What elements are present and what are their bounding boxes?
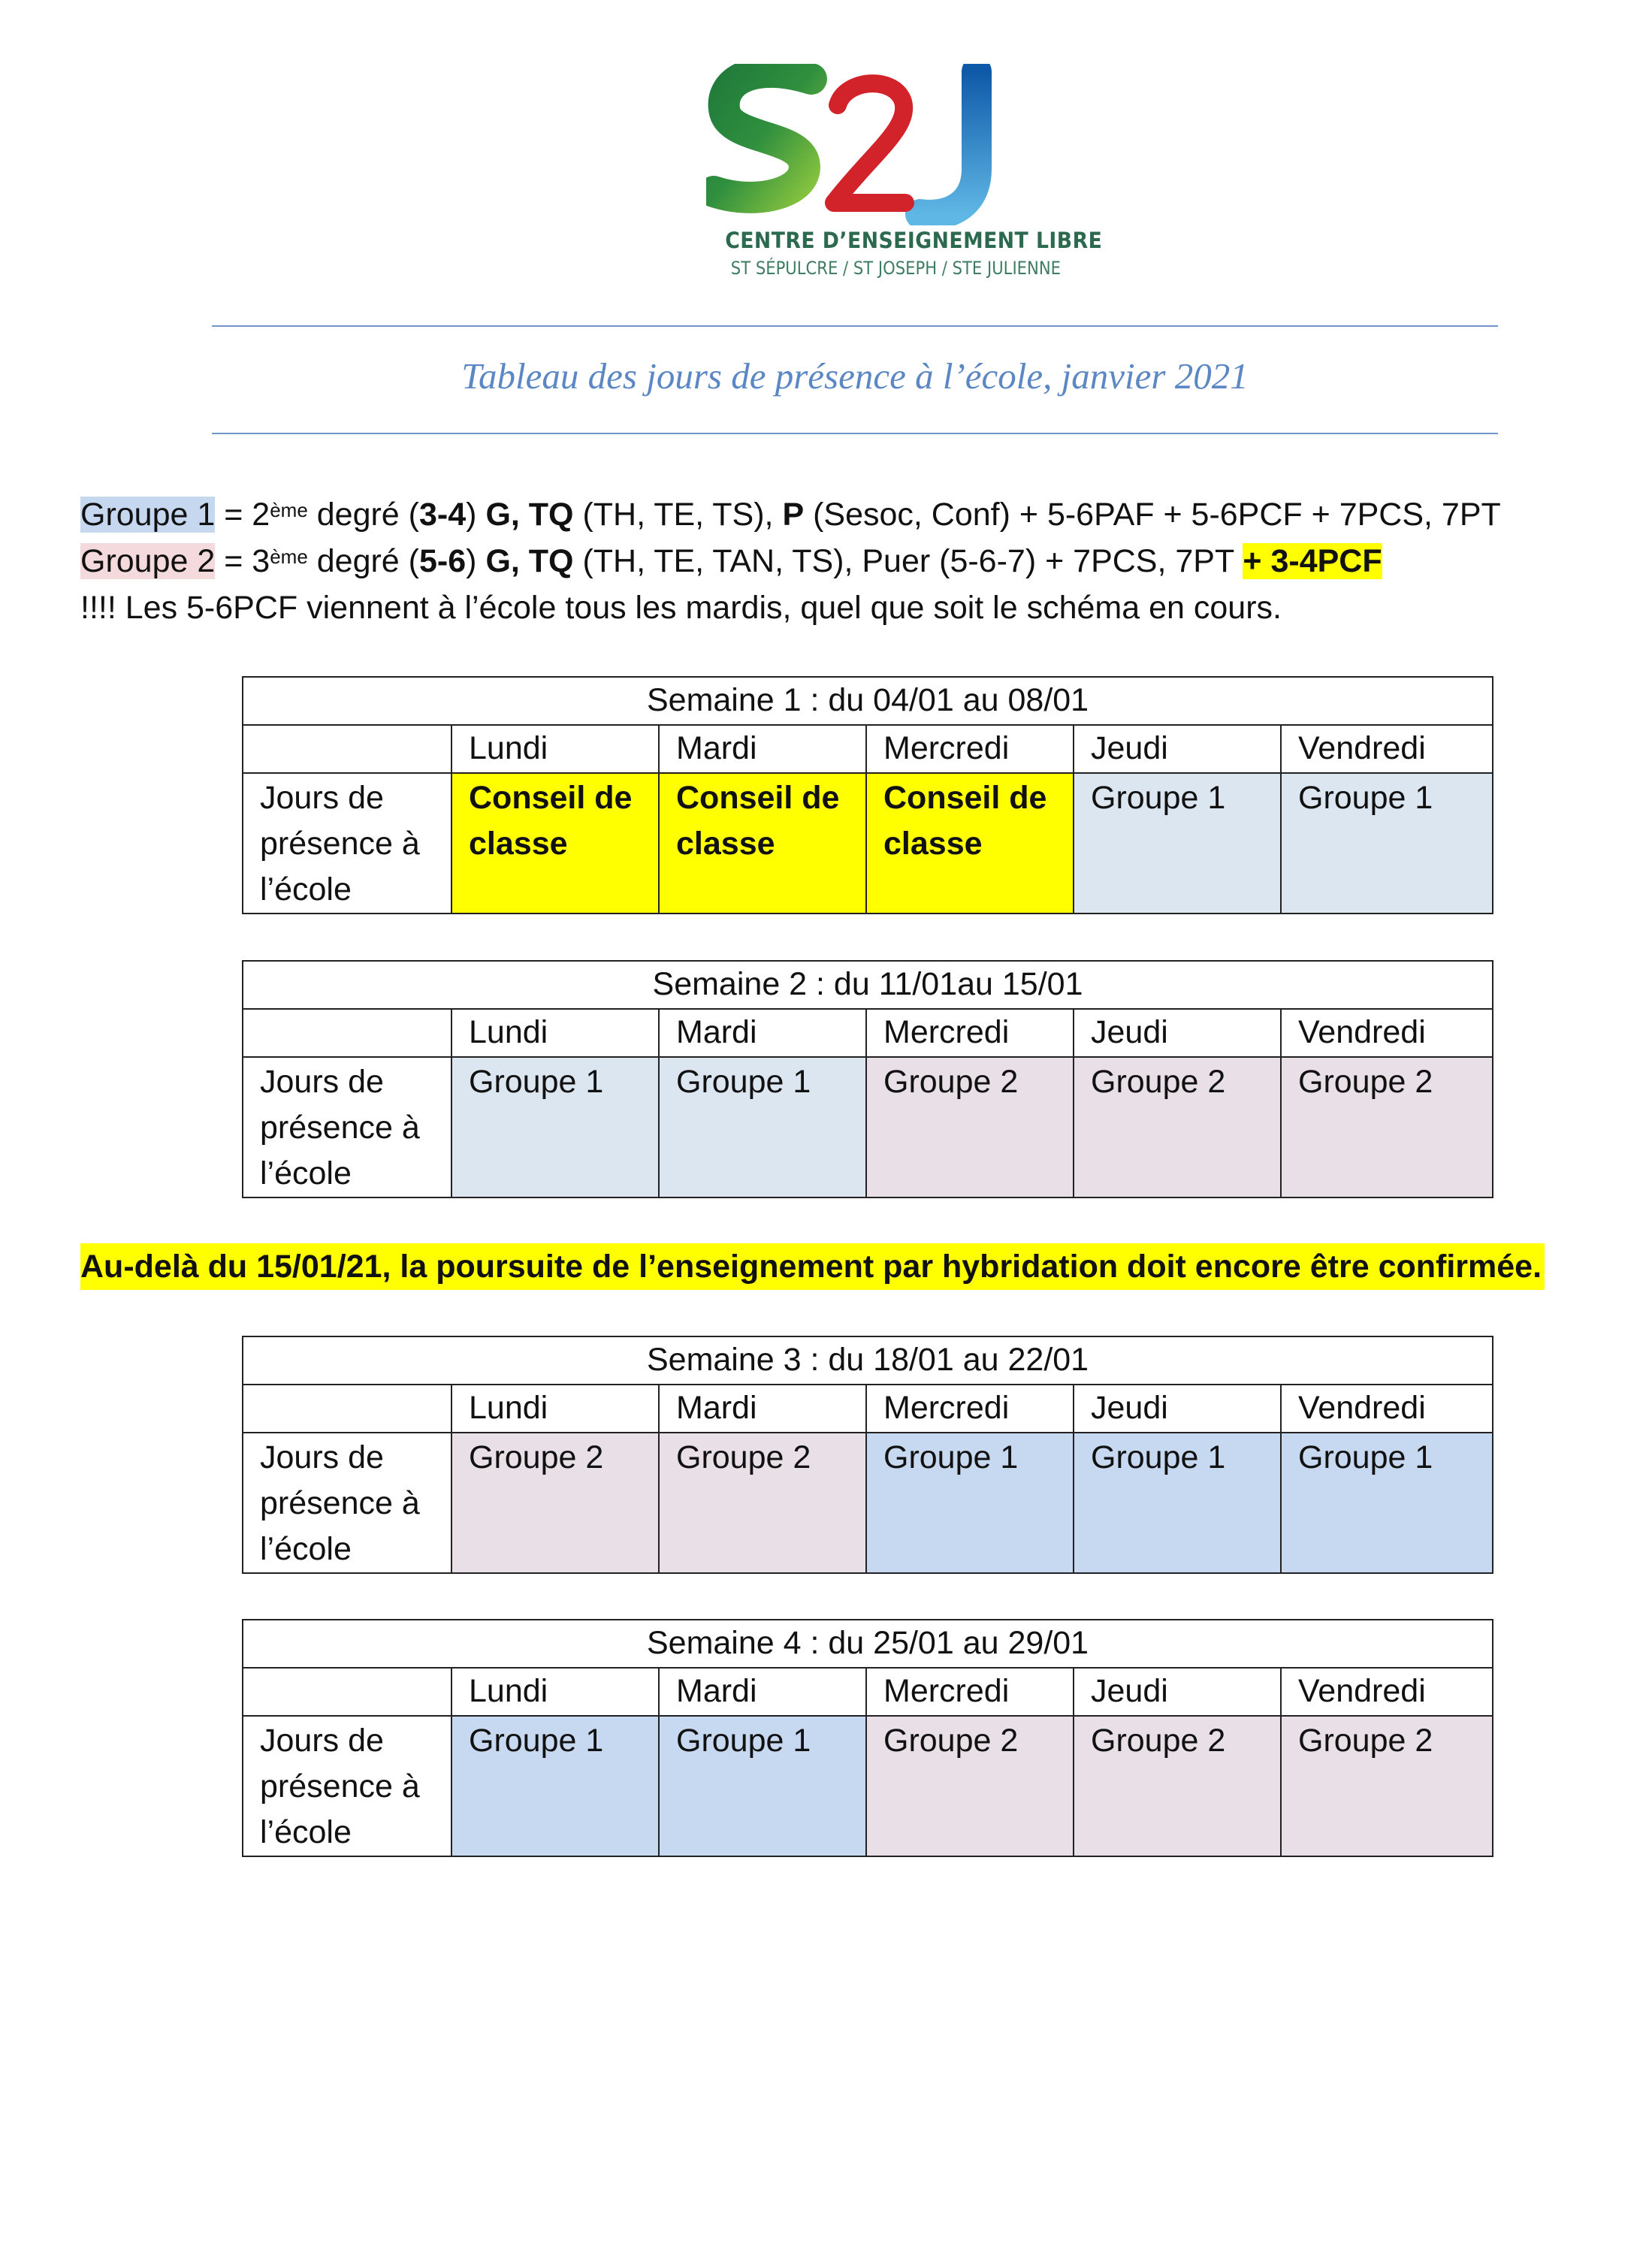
day-header: Mardi: [659, 1385, 866, 1433]
presence-cell: Conseil de classe: [452, 773, 659, 914]
row-label: Jours de présence à l’école: [243, 1433, 452, 1573]
day-header: Jeudi: [1074, 1385, 1281, 1433]
day-header: Lundi: [452, 725, 659, 773]
row-label: Jours de présence à l’école: [243, 1716, 452, 1856]
title-bottom-rule: [212, 433, 1498, 434]
presence-cell: Groupe 2: [1074, 1716, 1281, 1856]
group-2-label: Groupe 2: [80, 543, 216, 579]
school-logo: [706, 64, 1103, 289]
presence-cell: Groupe 2: [452, 1433, 659, 1573]
day-header: Jeudi: [1074, 725, 1281, 773]
logo-line-2: ST SÉPULCRE / ST JOSEPH / STE JULIENNE: [730, 258, 1061, 279]
week-title: Semaine 3 : du 18/01 au 22/01: [243, 1336, 1493, 1385]
week-title: Semaine 4 : du 25/01 au 29/01: [243, 1620, 1493, 1668]
group-1-label: Groupe 1: [80, 497, 216, 533]
day-header: Mercredi: [866, 725, 1074, 773]
day-header: Mercredi: [866, 1009, 1074, 1057]
day-header: Mercredi: [866, 1385, 1074, 1433]
empty-header-cell: [243, 1385, 452, 1433]
day-header: Vendredi: [1281, 1385, 1493, 1433]
row-label: Jours de présence à l’école: [243, 773, 452, 914]
week-2-table: [242, 960, 1493, 1198]
presence-cell: Groupe 1: [659, 1716, 866, 1856]
empty-header-cell: [243, 1668, 452, 1716]
day-header: Mardi: [659, 1009, 866, 1057]
presence-cell: Groupe 2: [659, 1433, 866, 1573]
presence-cell: Conseil de classe: [659, 773, 866, 914]
presence-cell: Groupe 1: [452, 1057, 659, 1197]
presence-cell: Groupe 1: [452, 1716, 659, 1856]
day-header: Jeudi: [1074, 1009, 1281, 1057]
day-header: Vendredi: [1281, 1009, 1493, 1057]
presence-cell: Groupe 2: [1074, 1057, 1281, 1197]
title-top-rule: [212, 325, 1498, 327]
group-1-definition: Groupe 1 = 2ème degré (3-4) G, TQ (TH, TE, TS), P (Sesoc, Conf) + 5-6PAF + 5-6PCF + 7PCS, 7PT: [80, 497, 1501, 533]
day-header: Lundi: [452, 1385, 659, 1433]
pcf-note: !!!! Les 5-6PCF viennent à l’école tous les mardis, quel que soit le schéma en cours.: [80, 590, 1282, 626]
document-title: Tableau des jours de présence à l’école, janvier 2021: [461, 355, 1249, 397]
day-header: Vendredi: [1281, 725, 1493, 773]
day-header: Mercredi: [866, 1668, 1074, 1716]
week-1-table: [242, 676, 1493, 914]
day-header: Jeudi: [1074, 1668, 1281, 1716]
week-title: Semaine 2 : du 11/01au 15/01: [243, 961, 1493, 1009]
presence-cell: Conseil de classe: [866, 773, 1074, 914]
day-header: Mardi: [659, 1668, 866, 1716]
week-3-table: [242, 1336, 1493, 1574]
empty-header-cell: [243, 1009, 452, 1057]
hybrid-notice: Au-delà du 15/01/21, la poursuite de l’enseignement par hybridation doit encore être confirmée.: [80, 1243, 1545, 1290]
group-2-definition: Groupe 2 = 3ème degré (5-6) G, TQ (TH, TE, TAN, TS), Puer (5-6-7) + 7PCS, 7PT + 3-4PCF: [80, 543, 1382, 579]
presence-cell: Groupe 2: [1281, 1057, 1493, 1197]
presence-cell: Groupe 1: [1281, 1433, 1493, 1573]
day-header: Mardi: [659, 725, 866, 773]
presence-cell: Groupe 2: [866, 1057, 1074, 1197]
day-header: Lundi: [452, 1668, 659, 1716]
presence-cell: Groupe 1: [659, 1057, 866, 1197]
day-header: Vendredi: [1281, 1668, 1493, 1716]
presence-cell: Groupe 1: [1074, 1433, 1281, 1573]
week-4-table: [242, 1619, 1493, 1857]
group-2-highlight: + 3-4PCF: [1243, 543, 1382, 579]
day-header: Lundi: [452, 1009, 659, 1057]
row-label: Jours de présence à l’école: [243, 1057, 452, 1197]
presence-cell: Groupe 1: [1281, 773, 1493, 914]
presence-cell: Groupe 1: [866, 1433, 1074, 1573]
presence-cell: Groupe 2: [1281, 1716, 1493, 1856]
s2j-logo-icon: [706, 64, 1007, 225]
empty-header-cell: [243, 725, 452, 773]
logo-line-1: CENTRE D’ENSEIGNEMENT LIBRE: [725, 228, 1103, 253]
presence-cell: Groupe 1: [1074, 773, 1281, 914]
presence-cell: Groupe 2: [866, 1716, 1074, 1856]
week-title: Semaine 1 : du 04/01 au 08/01: [243, 677, 1493, 725]
